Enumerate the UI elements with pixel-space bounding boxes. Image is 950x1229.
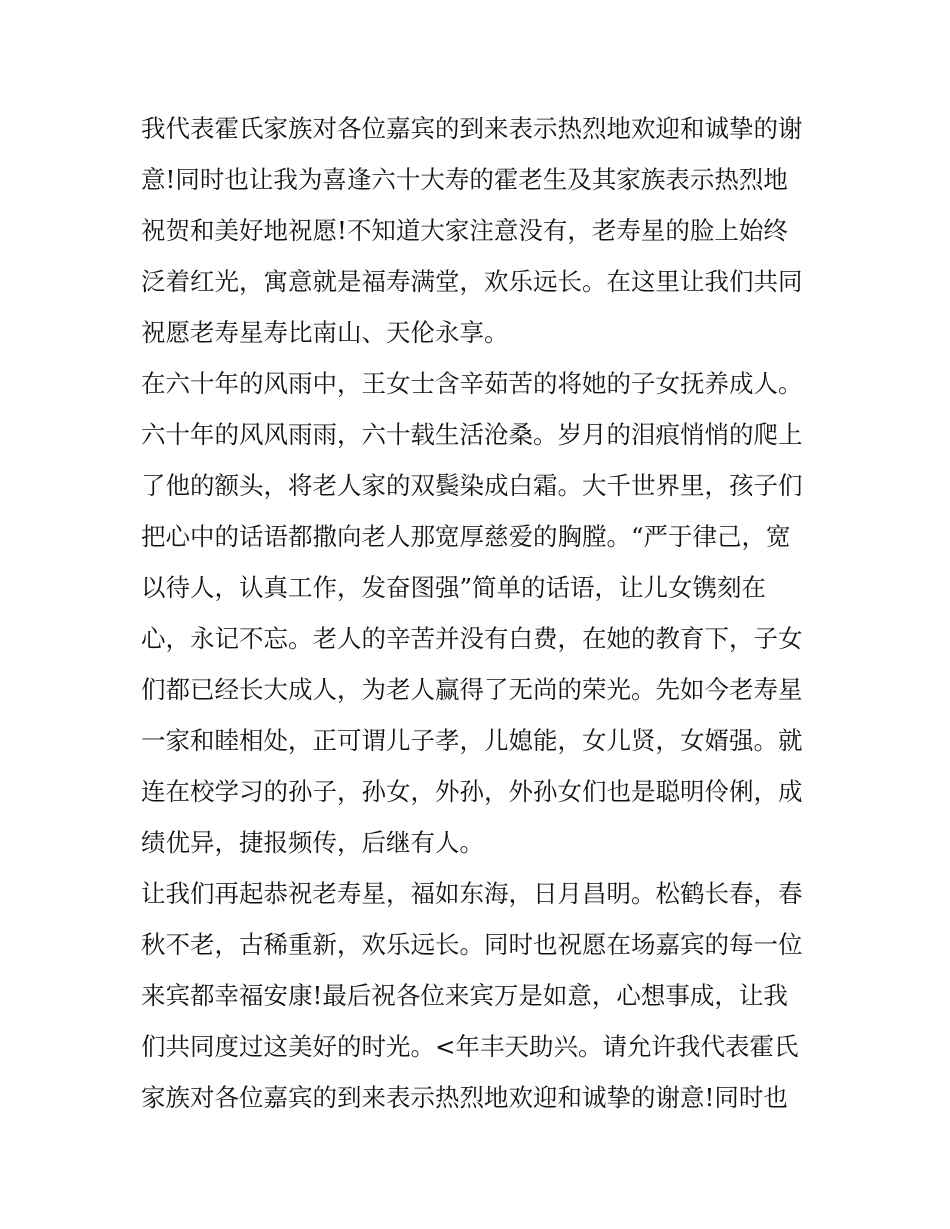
text-line: 我代表霍氏家族对各位嘉宾的到来表示热烈地欢迎和诚挚的谢 [141,114,803,143]
text-line: 六十年的风风雨雨，六十载生活沧桑。岁月的泪痕悄悄的爬上 [141,420,803,449]
text-line: 了他的额头，将老人家的双鬓染成白霜。大千世界里，孩子们 [141,471,803,500]
text-line: 祝愿老寿星寿比南山、天伦永享。 [141,318,509,347]
text-line: 在六十年的风雨中，王女士含辛茹苦的将她的子女抚养成人。 [141,369,803,398]
text-line: 泛着红光，寓意就是福寿满堂，欢乐远长。在这里让我们共同 [141,267,803,296]
text-line: 来宾都幸福安康!最后祝各位来宾万是如意，心想事成，让我 [141,981,788,1010]
text-line: 让我们再起恭祝老寿星，福如东海，日月昌明。松鹤长春，春 [141,879,803,908]
text-line: 连在校学习的孙子，孙女，外孙，外孙女们也是聪明伶俐，成 [141,777,803,806]
text-line: 心，永记不忘。老人的辛苦并没有白费，在她的教育下，子女 [141,624,803,653]
text-line: 绩优异，捷报频传，后继有人。 [141,828,484,857]
text-line: 以待人，认真工作，发奋图强”简单的话语，让儿女镌刻在 [141,573,767,602]
text-line: 意!同时也让我为喜逢六十大寿的霍老生及其家族表示热烈地 [141,165,788,194]
text-line: 们都已经长大成人，为老人赢得了无尚的荣光。先如今老寿星 [141,675,803,704]
text-line: 把心中的话语都撒向老人那宽厚慈爱的胸膛。“严于律己，宽 [141,522,791,551]
text-line: 祝贺和美好地祝愿!不知道大家注意没有，老寿星的脸上始终 [141,216,788,245]
text-line: 一家和睦相处，正可谓儿子孝，儿媳能，女儿贤，女婿强。就 [141,726,803,755]
text-line: 们共同度过这美好的时光。<年丰天助兴。请允许我代表霍氏 [141,1032,799,1061]
text-line: 秋不老，古稀重新，欢乐远长。同时也祝愿在场嘉宾的每一位 [141,930,803,959]
text-line: 家族对各位嘉宾的到来表示热烈地欢迎和诚挚的谢意!同时也 [141,1083,788,1112]
